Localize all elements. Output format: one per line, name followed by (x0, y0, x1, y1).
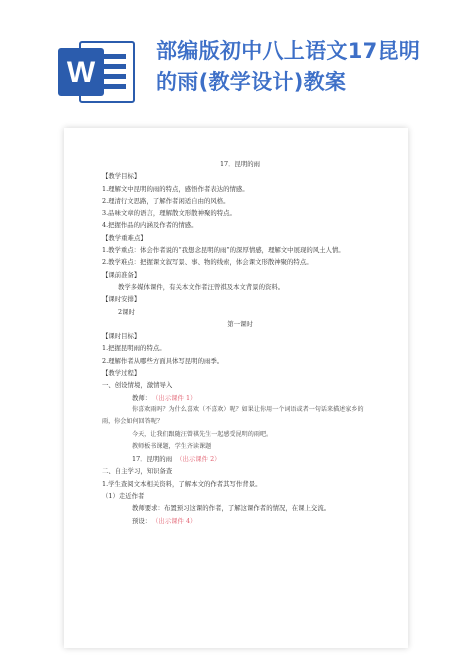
preset-line (102, 515, 378, 527)
step-2-item: 1.学生查阅文本相关资料，了解本文的作者其写作背景。 (102, 479, 262, 488)
handwritten-line: 教师板书课题，学生齐读课题 (132, 442, 212, 450)
document-page (64, 128, 408, 648)
lesson-subtitle: 第一课时 (227, 319, 253, 328)
lesson-goal-item: 1.把握昆明雨的特点。 (102, 344, 166, 353)
process-step-1: 一、创设情境，激情导入 (102, 381, 173, 390)
teacher-line (102, 392, 378, 404)
handwritten-line: 你喜欢雨吗？为什么喜欢（不喜欢）呢？如果让你用一个词语或者一句话来描述家乡的 (132, 405, 364, 413)
section-heading-goals: 【教学目标】 (102, 172, 141, 181)
lesson-heading: 17．昆明的雨 (219, 160, 261, 168)
goal-item: 2.理清行文思路，了解作者闲适自由的风格。 (102, 196, 230, 205)
goal-item: 3.品味文章的语言，理解散文形散神聚的特点。 (102, 209, 236, 218)
header-banner (0, 0, 474, 118)
document-body (102, 158, 378, 527)
goal-item: 4.把握作品的内涵及作者的情感。 (102, 221, 198, 230)
section-heading-schedule: 【课时安排】 (102, 295, 141, 304)
preparation-text: 教学多媒体课件，有关本文作者汪曾祺及本文背景的资料。 (118, 282, 285, 291)
teacher-label: 教师： (132, 393, 152, 402)
key-point-item: 2.教学难点：把握课文叙写景、事、物的线索，体会课文形散神聚的特点。 (102, 258, 313, 267)
handwritten-line: 雨，你会如何回答呢？ (102, 418, 163, 426)
preset-label: 预设： (132, 516, 152, 525)
title-line-2: 的雨(教学设计)教案 (156, 70, 347, 94)
handwritten-line: 今天，让我们跟随汪曾祺先生一起感受昆明的雨吧。 (132, 430, 273, 438)
slide-tag: （出示课件 2） (176, 455, 221, 464)
key-point-item: 1.教学重点：体会作者说的“我想念昆明的雨”的深厚情感，理解文中展现的风土人情。 (102, 246, 345, 255)
slide-tag: （出示课件 4） (155, 516, 197, 525)
slide-tag: （出示课件 1） (155, 393, 197, 402)
title-line-1: 部编版初中八上语文17昆明 (156, 39, 421, 63)
schedule-text: 2课时 (118, 307, 135, 316)
section-heading-lesson-goals: 【课时目标】 (102, 332, 141, 341)
goal-item: 1.理解文中昆明的雨的特点，感悟作者表达的情感。 (102, 184, 249, 193)
teacher-requirement: 教师要求：布置预习这课的作者，了解这课作者的情况，在课上交流。 (132, 504, 331, 513)
board-title-line (102, 453, 378, 465)
section-heading-process: 【教学过程】 (102, 369, 141, 378)
board-title: 17．昆明的雨 (132, 455, 173, 464)
step-2-subheading: （1）走近作者 (102, 492, 145, 501)
lesson-goal-item: 2.理解作者从哪些方面具体写昆明的雨季。 (102, 356, 224, 365)
section-heading-key-points: 【教学重难点】 (102, 233, 147, 242)
svg-text:W: W (66, 56, 96, 89)
section-heading-preparation: 【课前准备】 (102, 270, 141, 279)
process-step-2: 二、自主学习，知识备查 (102, 467, 173, 476)
document-title (156, 36, 456, 98)
word-icon (58, 40, 136, 104)
